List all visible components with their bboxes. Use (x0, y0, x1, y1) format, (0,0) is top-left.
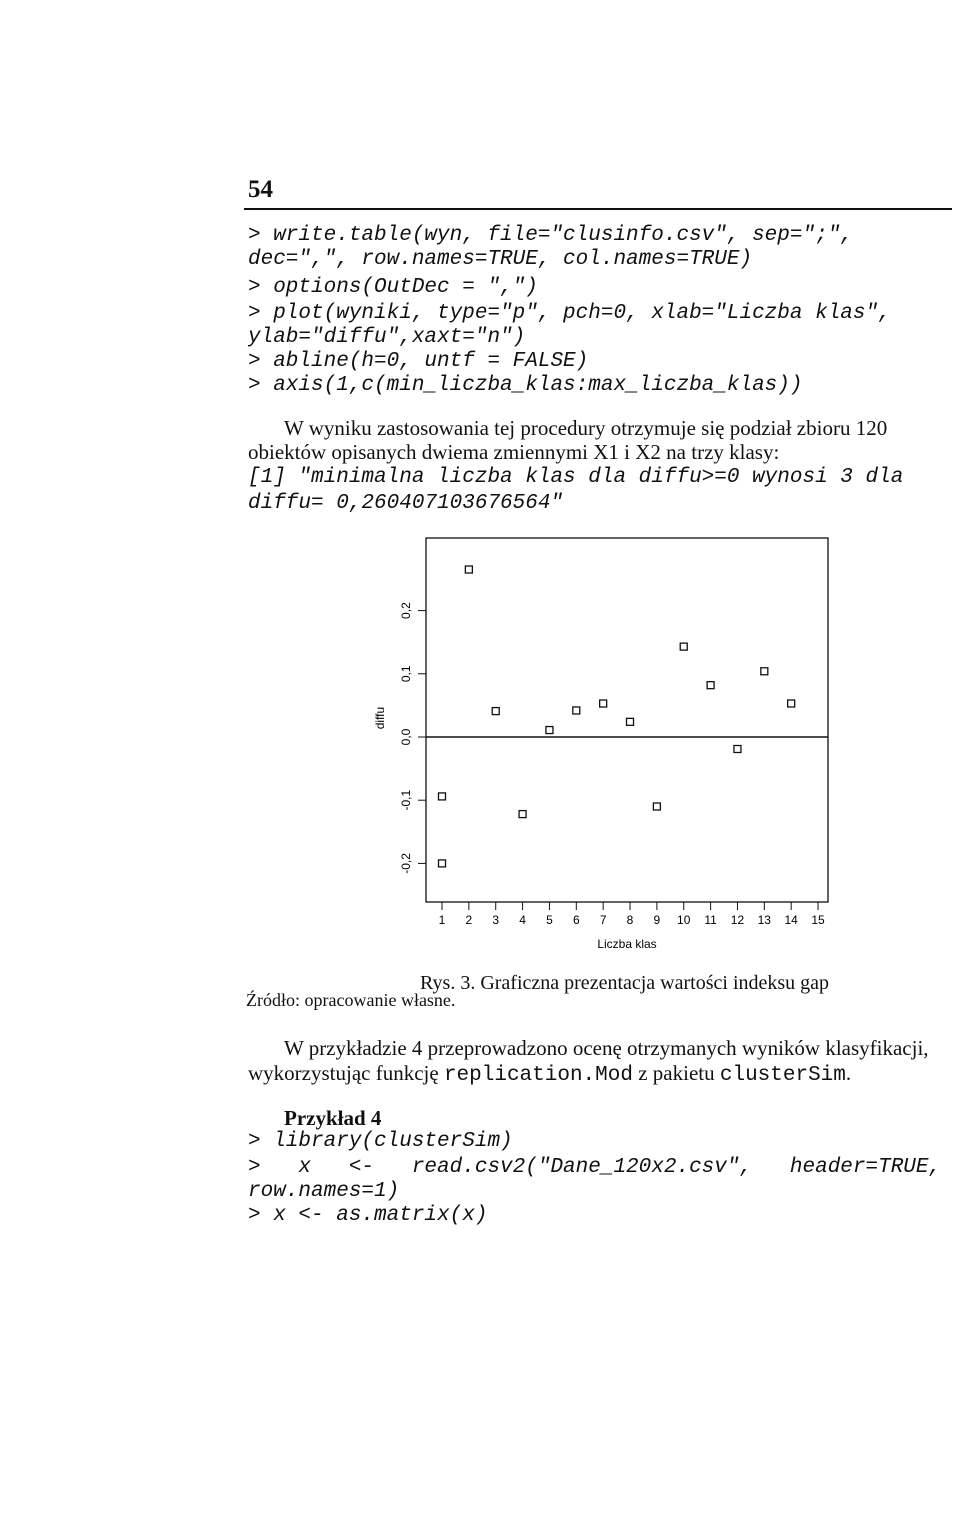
paragraph-2-line-1: W przykładzie 4 przeprowadzono ocenę otrzymanych wyników klasyfikacji, (284, 1036, 929, 1060)
data-point (439, 793, 446, 800)
x-tick-label: 14 (784, 913, 798, 927)
code-line: > x <- read.csv2("Dane_120x2.csv", header=TRUE, (248, 1156, 942, 1179)
y-tick-label: 0,1 (399, 665, 413, 683)
x-tick-label: 2 (465, 913, 473, 927)
data-point (761, 668, 768, 675)
data-point (653, 803, 660, 810)
code-line: > abline(h=0, untf = FALSE) (248, 350, 589, 373)
x-tick-label: 3 (492, 913, 500, 927)
function-name: replication.Mod (443, 1064, 633, 1087)
code-line: > options(OutDec = ",") (248, 276, 538, 299)
data-point (546, 727, 553, 734)
package-name: clusterSim (719, 1064, 846, 1087)
x-tick-label: 15 (811, 913, 825, 927)
data-point (573, 707, 580, 714)
y-tick-label: 0,2 (399, 602, 413, 619)
data-point (519, 811, 526, 818)
code-line: row.names=1) (248, 1180, 400, 1203)
paragraph-2-mid: z pakietu (632, 1061, 720, 1085)
data-point (465, 566, 472, 573)
output-line: [1] "minimalna liczba klas dla diffu>=0 wynosi 3 dla (248, 466, 904, 489)
data-point (600, 700, 607, 707)
data-point (707, 682, 714, 689)
code-line: > x <- as.matrix(x) (248, 1204, 488, 1227)
x-tick-label: 1 (438, 913, 446, 927)
figure-caption: Rys. 3. Graficzna prezentacja wartości indeksu gap (420, 972, 830, 994)
x-tick-label: 7 (599, 913, 607, 927)
output-line: diffu= 0,260407103676564" (248, 492, 564, 515)
paragraph-1: W wyniku zastosowania tej procedury otrzymuje się podział zbioru 120 obiektów opisanych dwiema zmiennymi X1 i X2 na trzy klasy: (248, 416, 888, 464)
code-line: > library(clusterSim) (248, 1130, 513, 1153)
data-point (734, 746, 741, 753)
code-line: > axis(1,c(min_liczba_klas:max_liczba_klas)) (248, 374, 803, 397)
code-line: > plot(wyniki, type="p", pch=0, xlab="Liczba klas", (248, 302, 891, 325)
example-heading: Przykład 4 (284, 1106, 382, 1130)
y-axis-label: diffu (373, 706, 387, 730)
paragraph-2-end: . (845, 1061, 852, 1085)
x-tick-label: 13 (757, 913, 771, 927)
code-line: ylab="diffu",xaxt="n") (248, 326, 526, 349)
page-number: 54 (248, 176, 273, 203)
x-tick-label: 8 (626, 913, 634, 927)
code-line: dec=",", row.names=TRUE, col.names=TRUE) (248, 248, 753, 271)
y-tick-label: -0,2 (399, 853, 413, 874)
paragraph-2-line-2 (248, 1061, 851, 1087)
x-tick-label: 5 (546, 913, 553, 927)
paragraph-2-prefix: wykorzystując funkcję (248, 1061, 444, 1085)
x-tick-label: 4 (519, 913, 526, 927)
x-tick-label: 12 (730, 913, 745, 927)
x-axis-label: Liczba klas (597, 937, 657, 951)
data-point (680, 643, 687, 650)
data-point (492, 708, 499, 715)
code-line: > write.table(wyn, file="clusinfo.csv", sep=";", (248, 224, 853, 247)
y-tick-label: -0,1 (399, 789, 413, 811)
x-tick-label: 11 (704, 913, 717, 927)
data-point (627, 718, 634, 725)
x-tick-label: 10 (677, 913, 691, 927)
y-tick-label: 0,0 (399, 728, 413, 746)
source-note: Źródło: opracowanie własne. (246, 990, 456, 1010)
x-tick-label: 6 (572, 913, 580, 927)
data-point (788, 700, 795, 707)
data-point (439, 860, 446, 867)
x-tick-label: 9 (653, 913, 661, 927)
